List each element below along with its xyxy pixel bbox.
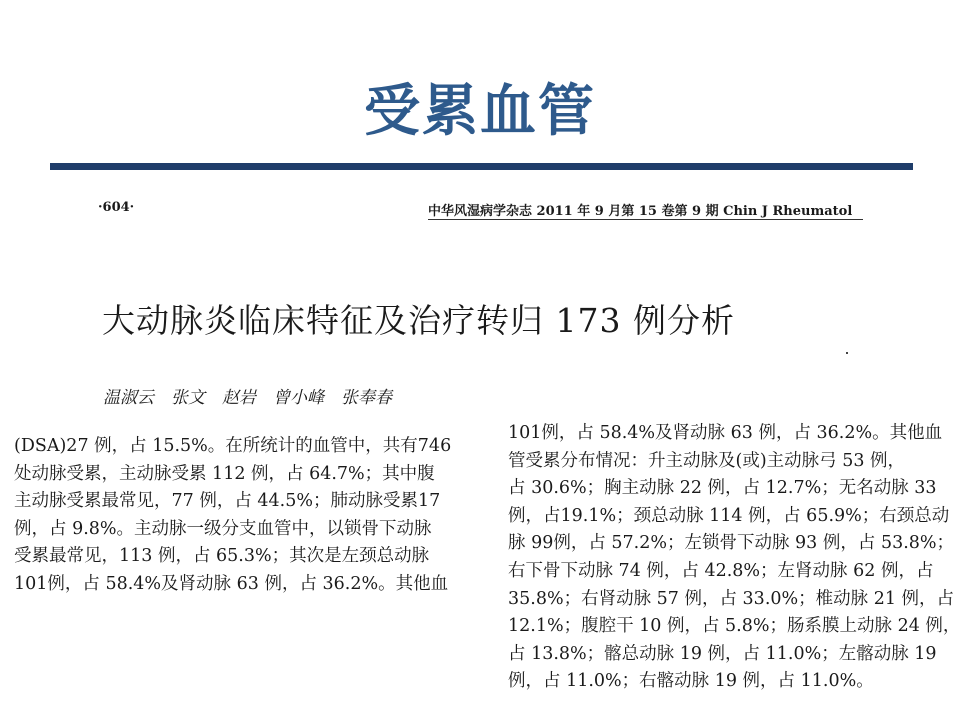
slide-title: 受累血管: [364, 79, 596, 144]
body-line: 右下骨下动脉 74 例，占 42.8%；左肾动脉 62 例，占: [508, 560, 934, 581]
body-line: 101例，占 58.4%及肾动脉 63 例，占 36.2%。其他血: [14, 573, 449, 594]
body-line: 例，占19.1%；颈总动脉 114 例，占 65.9%；右颈总动: [508, 505, 950, 526]
body-line: 101例，占 58.4%及肾动脉 63 例，占 36.2%。其他血: [508, 423, 943, 443]
body-line: 占 13.8%；髂总动脉 19 例，占 11.0%；左髂动脉 19: [508, 643, 937, 664]
body-column-right: [508, 420, 960, 696]
body-line: 主动脉受累最常见，77 例，占 44.5%；肺动脉受累17: [14, 491, 441, 512]
body-line: (DSA)27 例，占 15.5%。在所统计的血管中，共有746: [14, 436, 452, 456]
body-line: 受累最常见，113 例，占 65.3%；其次是左颈总动脉: [14, 546, 430, 567]
journal-underline: [428, 219, 863, 220]
title-divider: [50, 163, 913, 170]
body-line: 脉 99例，占 57.2%；左锁骨下动脉 93 例，占 53.8%；: [508, 533, 955, 554]
body-line: 例，占 11.0%；右髂动脉 19 例，占 11.0%。: [508, 671, 874, 692]
body-line: 例，占 9.8%。主动脉一级分支血管中，以锁骨下动脉: [14, 518, 432, 539]
body-line: 占 30.6%；胸主动脉 22 例，占 12.7%；无名动脉 33: [508, 478, 937, 499]
page-number: ·604·: [98, 200, 135, 215]
scan-speck: [846, 352, 848, 354]
article-authors: 温淑云 张文 赵岩 曾小峰 张奉春: [103, 388, 392, 408]
journal-citation: 中华风湿病学杂志 2011 年 9 月第 15 卷第 9 期 Chin J Rheumatol: [428, 204, 853, 219]
body-line: 12.1%；腹腔干 10 例，占 5.8%；肠系膜上动脉 24 例，: [508, 616, 960, 637]
article-title: 大动脉炎临床特征及治疗转归 173 例分析: [102, 301, 735, 340]
body-line: 35.8%；右肾动脉 57 例，占 33.0%；椎动脉 21 例，占: [508, 588, 955, 609]
body-line: 处动脉受累，主动脉受累 112 例，占 64.7%；其中腹: [14, 463, 435, 484]
body-line: 管受累分布情况：升主动脉及(或)主动脉弓 53 例，: [508, 450, 906, 471]
body-column-left: [14, 433, 497, 599]
